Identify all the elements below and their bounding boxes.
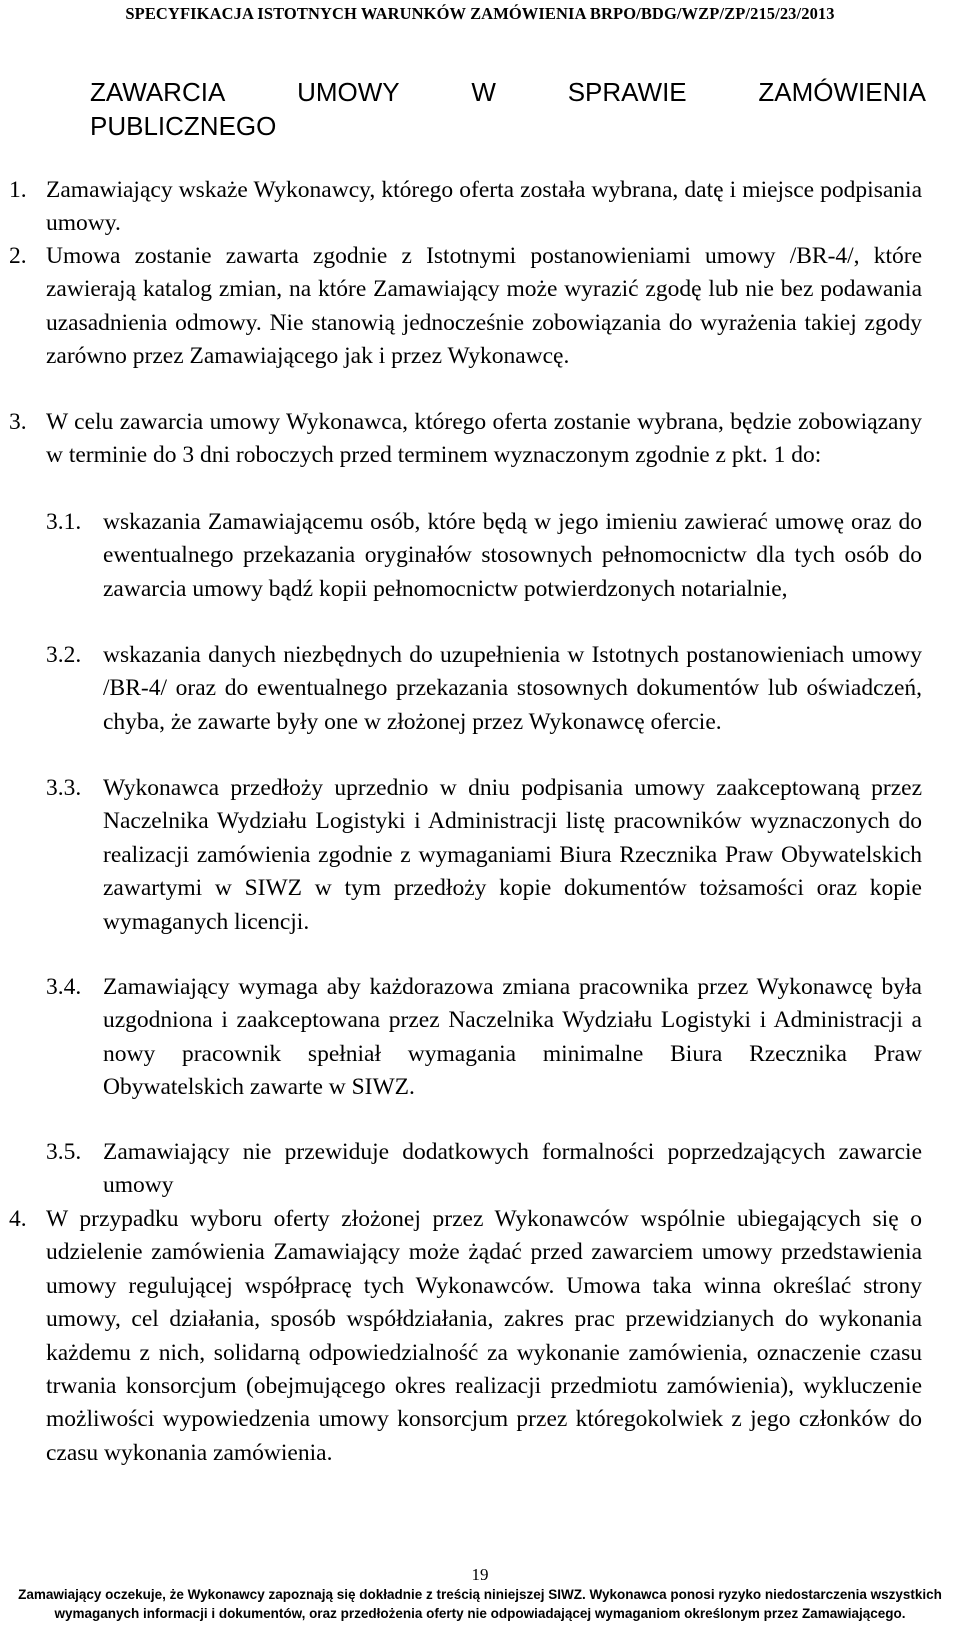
page-number: 19 bbox=[471, 1565, 489, 1584]
item-text: Zamawiający wymaga aby każdorazowa zmiana pracownika przez Wykonawcę była uzgodniona i zaakceptowana przez Naczelnika Wydziału Logistyki i Administracji a nowy pracownik spełniał wymagania minimalne Biura Rzecznika Praw Obywatelskich zawarte w SIWZ. bbox=[103, 974, 922, 1101]
item-text: Zamawiający nie przewiduje dodatkowych formalności poprzedzających zawarcie umowy bbox=[103, 1139, 922, 1199]
footer-note: Zamawiający oczekuje, że Wykonawcy zapoznają się dokładnie z treścią niniejszej SIWZ. Wykonawca ponosi ryzyko niedostarczenia wszystkich wymaganych informacji i dokumentów, oraz przedłożenia oferty nie odpowiadającej wymaganiom określonym przez Zamawiającego. bbox=[18, 1587, 942, 1621]
item-number: 3. bbox=[9, 409, 27, 435]
item-number: 4. bbox=[9, 1206, 27, 1232]
item-text: W przypadku wyboru oferty złożonej przez Wykonawców wspólnie ubiegających się o udzielenie zamówienia Zamawiający może żądać przed zawarciem umowy przedstawienia umowy regulującej współpracę tych Wykonawców. Umowa taka winna określać strony umowy, cel działania, sposób współdziałania, zakres prac przewidzianych do wykonania każdemu z nich, solidarną odpowiedzialność za wykonanie zamówienia, oznaczenie czasu trwania konsorcjum (obejmującego okres realizacji przedmiotu zamówienia), wykluczenie możliwości wypowiedzenia umowy konsorcjum przez któregokolwiek z jego członków do czasu wykonania zamówienia. bbox=[46, 1206, 922, 1466]
title-word: W bbox=[471, 77, 496, 107]
document-header: SPECYFIKACJA ISTOTNYCH WARUNKÓW ZAMÓWIENIA BRPO/BDG/WZP/ZP/215/23/2013 bbox=[125, 4, 835, 23]
title-word: UMOWY bbox=[297, 77, 400, 107]
item-text: W celu zawarcia umowy Wykonawca, którego oferta zostanie wybrana, będzie zobowiązany w terminie do 3 dni roboczych przed terminem wyznaczonym zgodnie z pkt. 1 do: bbox=[46, 409, 922, 469]
title-word: SPRAWIE bbox=[567, 77, 687, 107]
item-text: wskazania danych niezbędnych do uzupełnienia w Istotnych postanowieniach umowy /BR-4/ oraz do ewentualnego przekazania stosownych dokumentów lub oświadczeń, chyba, że zawarte były one w złożonej przez Wykonawcę ofercie. bbox=[103, 642, 922, 735]
item-number: 3.5. bbox=[46, 1139, 82, 1165]
item-text: Umowa zostanie zawarta zgodnie z Istotnymi postanowieniami umowy /BR-4/, które zawierają katalog zmian, na które Zamawiający może wyrazić zgodę lub nie bez podawania uzasadnienia odmowy. Nie stanowią jednocześnie zobowiązania do wyrażenia takiej zgody zarówno przez Zamawiającego jak i przez Wykonawcę. bbox=[46, 243, 922, 370]
title-word: ZAMÓWIENIA bbox=[758, 77, 926, 107]
item-number: 3.2. bbox=[46, 642, 82, 668]
item-number: 1. bbox=[9, 177, 27, 203]
item-text: Wykonawca przedłoży uprzednio w dniu podpisania umowy zaakceptowaną przez Naczelnika Wydziału Logistyki i Administracji listę pracowników wyznaczonych do realizacji zamówienia zgodnie z wymaganiami Biura Rzecznika Praw Obywatelskich zawartymi w SIWZ w tym przedłoży kopie dokumentów tożsamości oraz kopie wymaganych licencji. bbox=[103, 775, 922, 935]
item-text: wskazania Zamawiającemu osób, które będą w jego imieniu zawierać umowę oraz do ewentualnego przekazania oryginałów stosownych pełnomocnictw dla tych osób do zawarcia umowy bądź kopii pełnomocnictw potwierdzonych notarialnie, bbox=[103, 509, 922, 602]
section-title-line2: PUBLICZNEGO bbox=[90, 111, 277, 141]
section-title-line1 bbox=[90, 75, 926, 109]
title-word: ZAWARCIA bbox=[90, 77, 226, 107]
item-text: Zamawiający wskaże Wykonawcy, którego oferta została wybrana, datę i miejsce podpisania umowy. bbox=[46, 177, 922, 237]
item-number: 3.1. bbox=[46, 509, 82, 535]
item-number: 2. bbox=[9, 243, 27, 269]
section-title bbox=[90, 75, 926, 143]
item-number: 3.3. bbox=[46, 775, 82, 801]
item-number: 3.4. bbox=[46, 974, 82, 1000]
